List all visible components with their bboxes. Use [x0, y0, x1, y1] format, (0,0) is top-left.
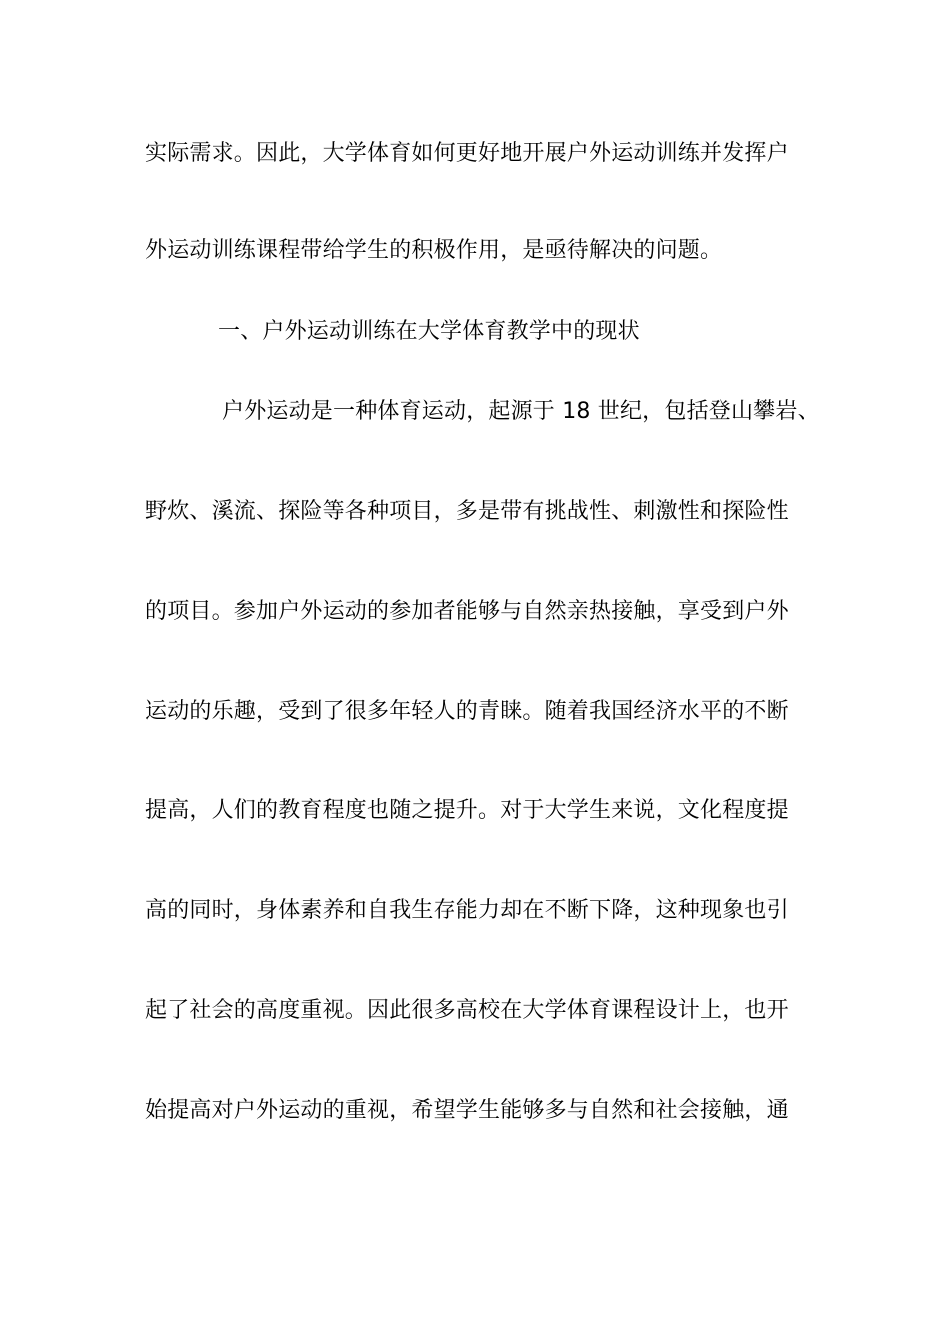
text-line: 外运动训练课程带给学生的积极作用，是亟待解决的问题。 — [145, 238, 723, 263]
text-line: 起了社会的高度重视。因此很多高校在大学体育课程设计上，也开 — [145, 998, 789, 1023]
section-heading: 一、户外运动训练在大学体育教学中的现状 — [218, 319, 640, 344]
text-line: 运动的乐趣，受到了很多年轻人的青睐。随着我国经济水平的不断 — [145, 699, 789, 724]
text-line: 实际需求。因此，大学体育如何更好地开展户外运动训练并发挥户 — [145, 141, 789, 166]
paragraph-first-line: 户外运动是一种体育运动，起源于 18 世纪，包括登山攀岩、 — [222, 399, 820, 424]
text-line: 提高，人们的教育程度也随之提升。对于大学生来说，文化程度提 — [145, 798, 789, 823]
text-line: 的项目。参加户外运动的参加者能够与自然亲热接触，享受到户外 — [145, 599, 789, 624]
text-line: 野炊、溪流、探险等各种项目，多是带有挑战性、刺激性和探险性 — [145, 499, 789, 524]
text-line: 高的同时，身体素养和自我生存能力却在不断下降，这种现象也引 — [145, 898, 789, 923]
text-line: 始提高对户外运动的重视，希望学生能够多与自然和社会接触，通 — [145, 1098, 789, 1123]
